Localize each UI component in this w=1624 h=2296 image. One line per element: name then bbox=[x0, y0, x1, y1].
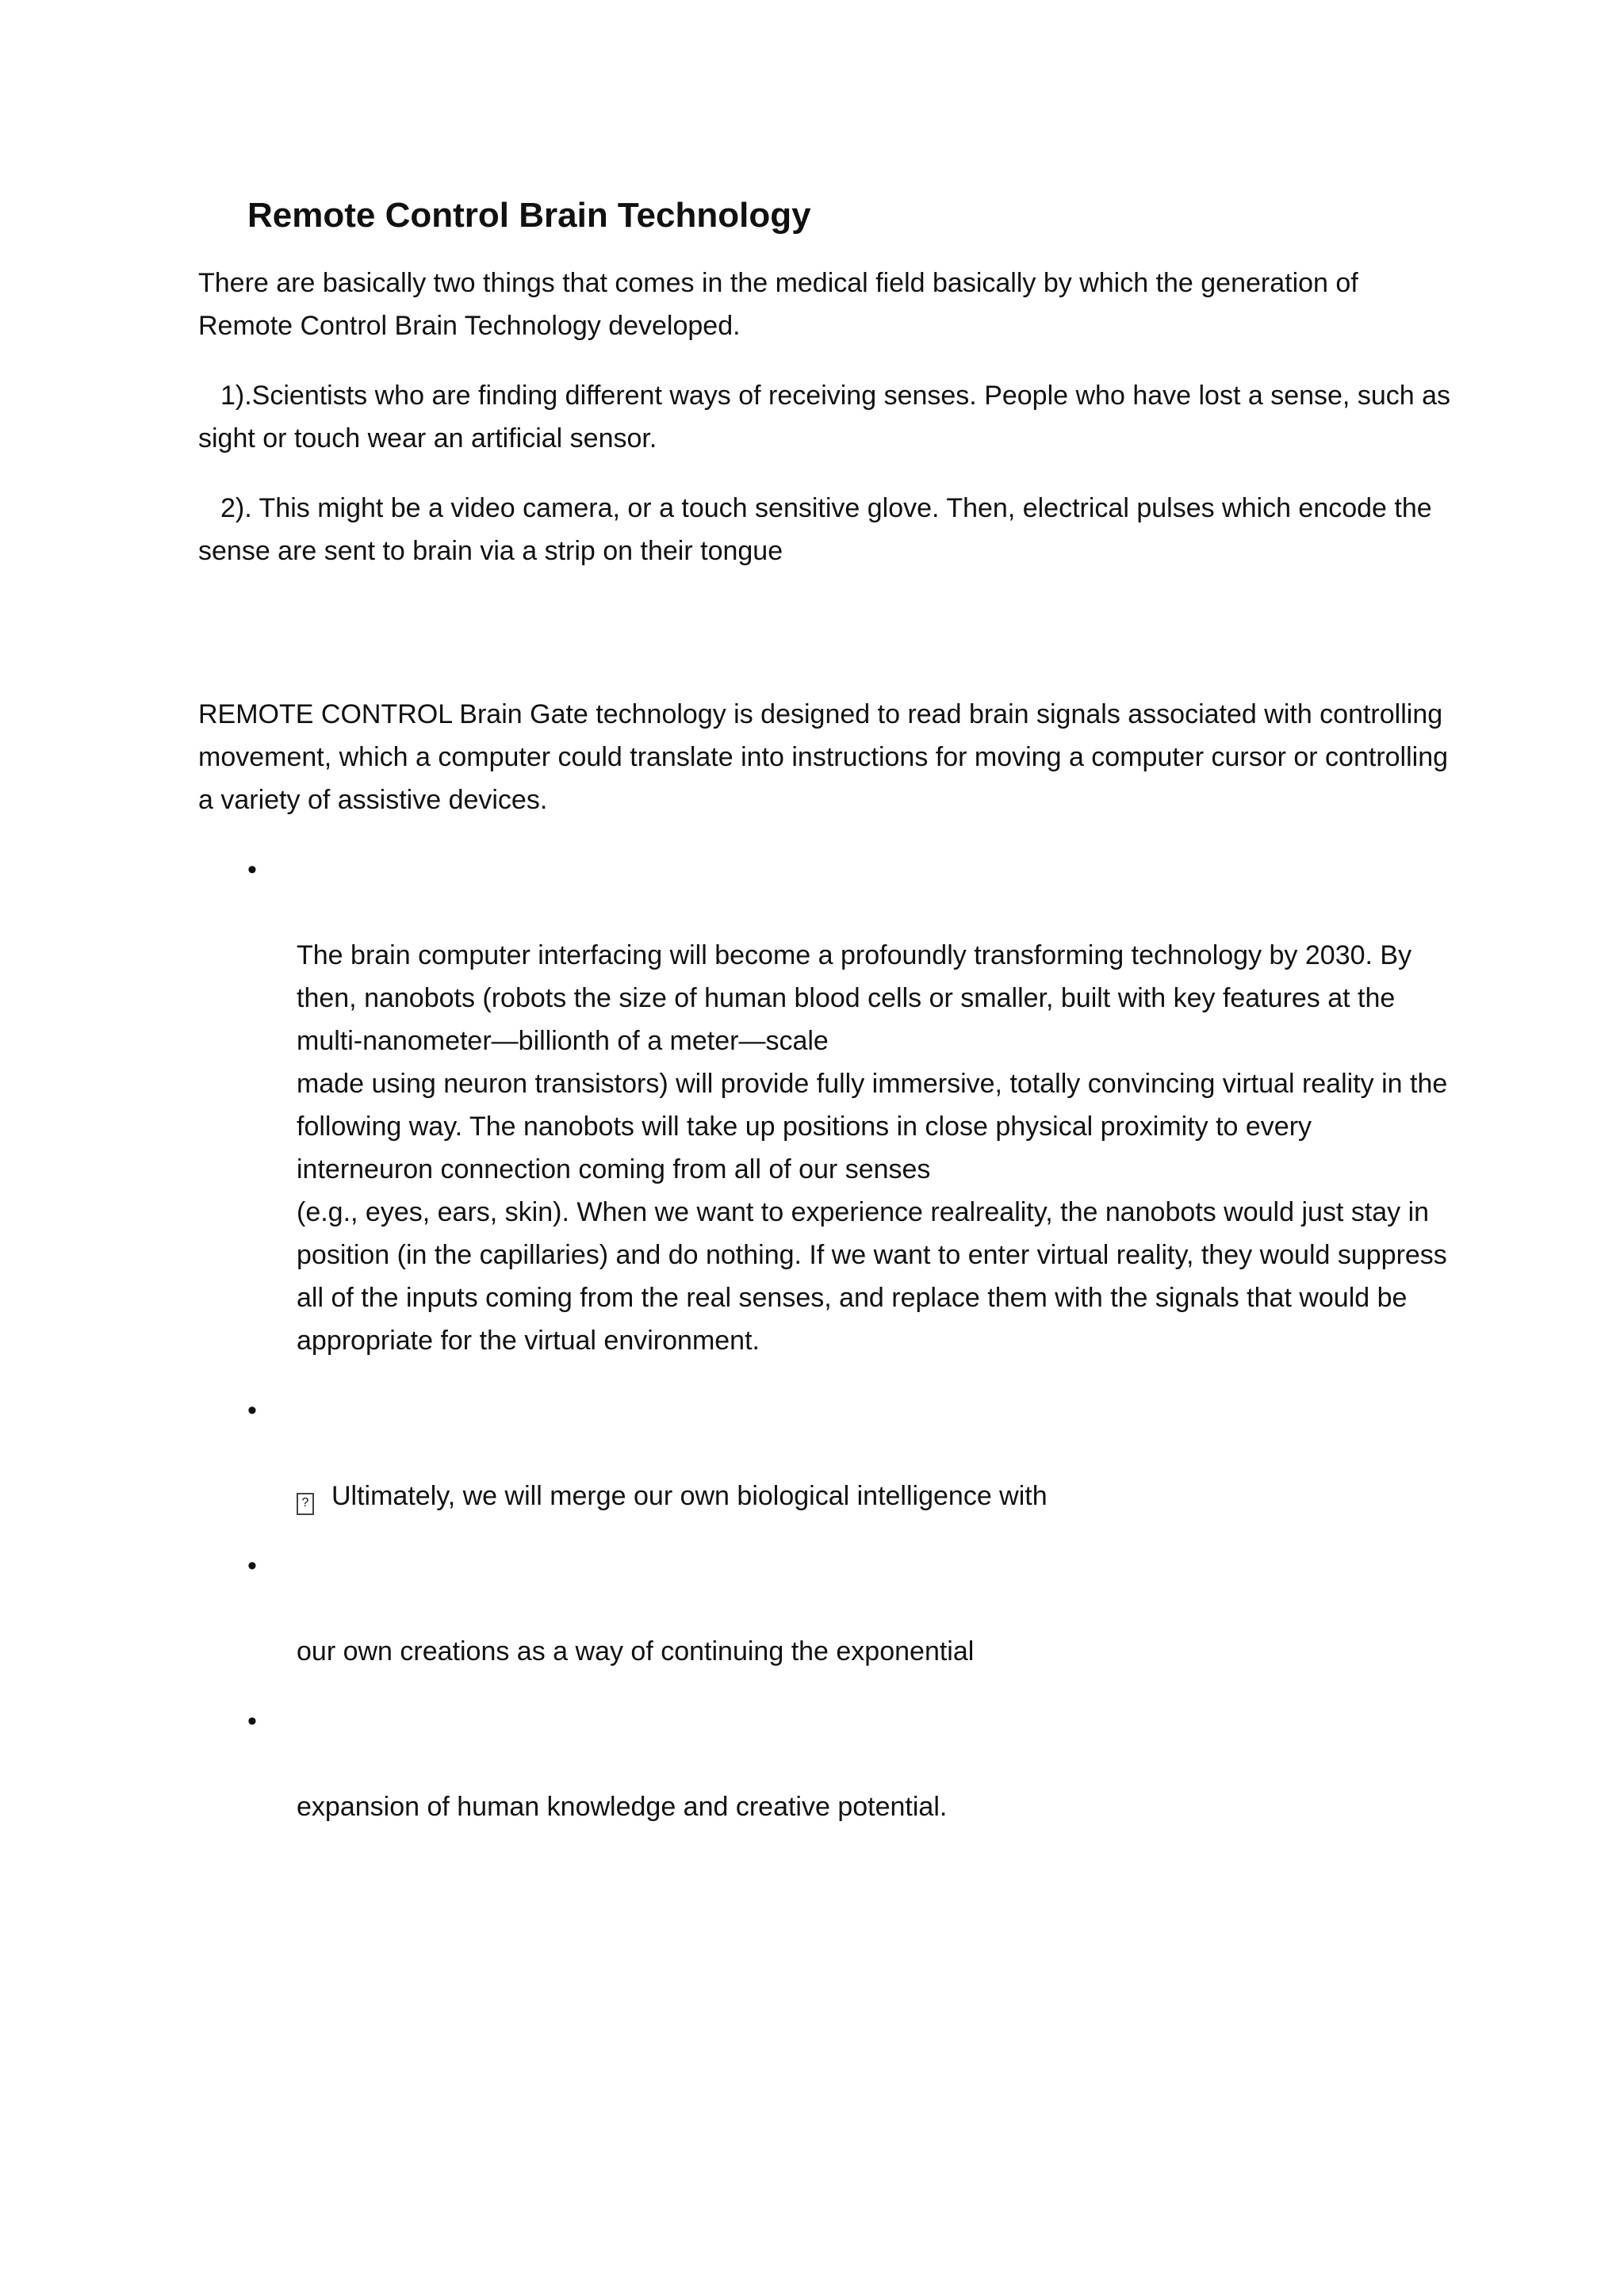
list-item bbox=[198, 848, 1451, 1362]
bullet-marker: • bbox=[247, 1395, 257, 1425]
remote-control-paragraph: REMOTE CONTROL Brain Gate technology is designed to read brain signals associated with controlling movement, which a computer could translate into instructions for moving a computer cursor or controlling a variety of assistive devices. bbox=[198, 699, 1449, 815]
bullet-marker: • bbox=[247, 1551, 257, 1581]
bullet-marker: • bbox=[247, 1706, 257, 1736]
document-content bbox=[198, 192, 1451, 1855]
list-item bbox=[198, 1544, 1451, 1673]
document-title: Remote Control Brain Technology bbox=[247, 196, 811, 235]
numbered-point-2: 2). This might be a video camera, or a touch sensitive glove. Then, electrical pulses which encode the sense are sent to brain via a strip on their tongue bbox=[198, 493, 1432, 566]
bullet-list bbox=[198, 848, 1451, 1828]
spacer bbox=[198, 599, 1451, 693]
intro-paragraph: There are basically two things that comes in the medical field basically by which the generation of Remote Control Brain Technology developed. bbox=[198, 268, 1358, 341]
bullet-text: expansion of human knowledge and creative potential. bbox=[297, 1792, 948, 1822]
missing-glyph-icon: ? bbox=[297, 1493, 314, 1515]
list-item bbox=[198, 1700, 1451, 1828]
bullet-marker: • bbox=[247, 855, 257, 885]
bullet-text: Ultimately, we will merge our own biological intelligence with bbox=[331, 1481, 1048, 1511]
numbered-point-1: 1).Scientists who are finding different ways of receiving senses. People who have lost a sense, such as sight or touch wear an artificial sensor. bbox=[198, 381, 1451, 453]
bullet-text: our own creations as a way of continuing the exponential bbox=[297, 1636, 975, 1667]
list-item bbox=[198, 1389, 1451, 1517]
bullet-text: The brain computer interfacing will become a profoundly transforming technology by 2030. By then, nanobots (robots the size of human blood cells or smaller, built with key features at the multi-nanometer—billionth of a meter—scale made using neuron transistors) will provide fully immersive, totally convincing virtual reality in the following way. The nanobots will take up positions in close physical proximity to every interneuron connection coming from all of our senses (e.g., eyes, ears, skin). When we want to experience realreality, the nanobots would just stay in position (in the capillaries) and do nothing. If we want to enter virtual reality, they would suppress all of the inputs coming from the real senses, and replace them with the signals that would be appropriate for the virtual environment. bbox=[297, 940, 1448, 1356]
